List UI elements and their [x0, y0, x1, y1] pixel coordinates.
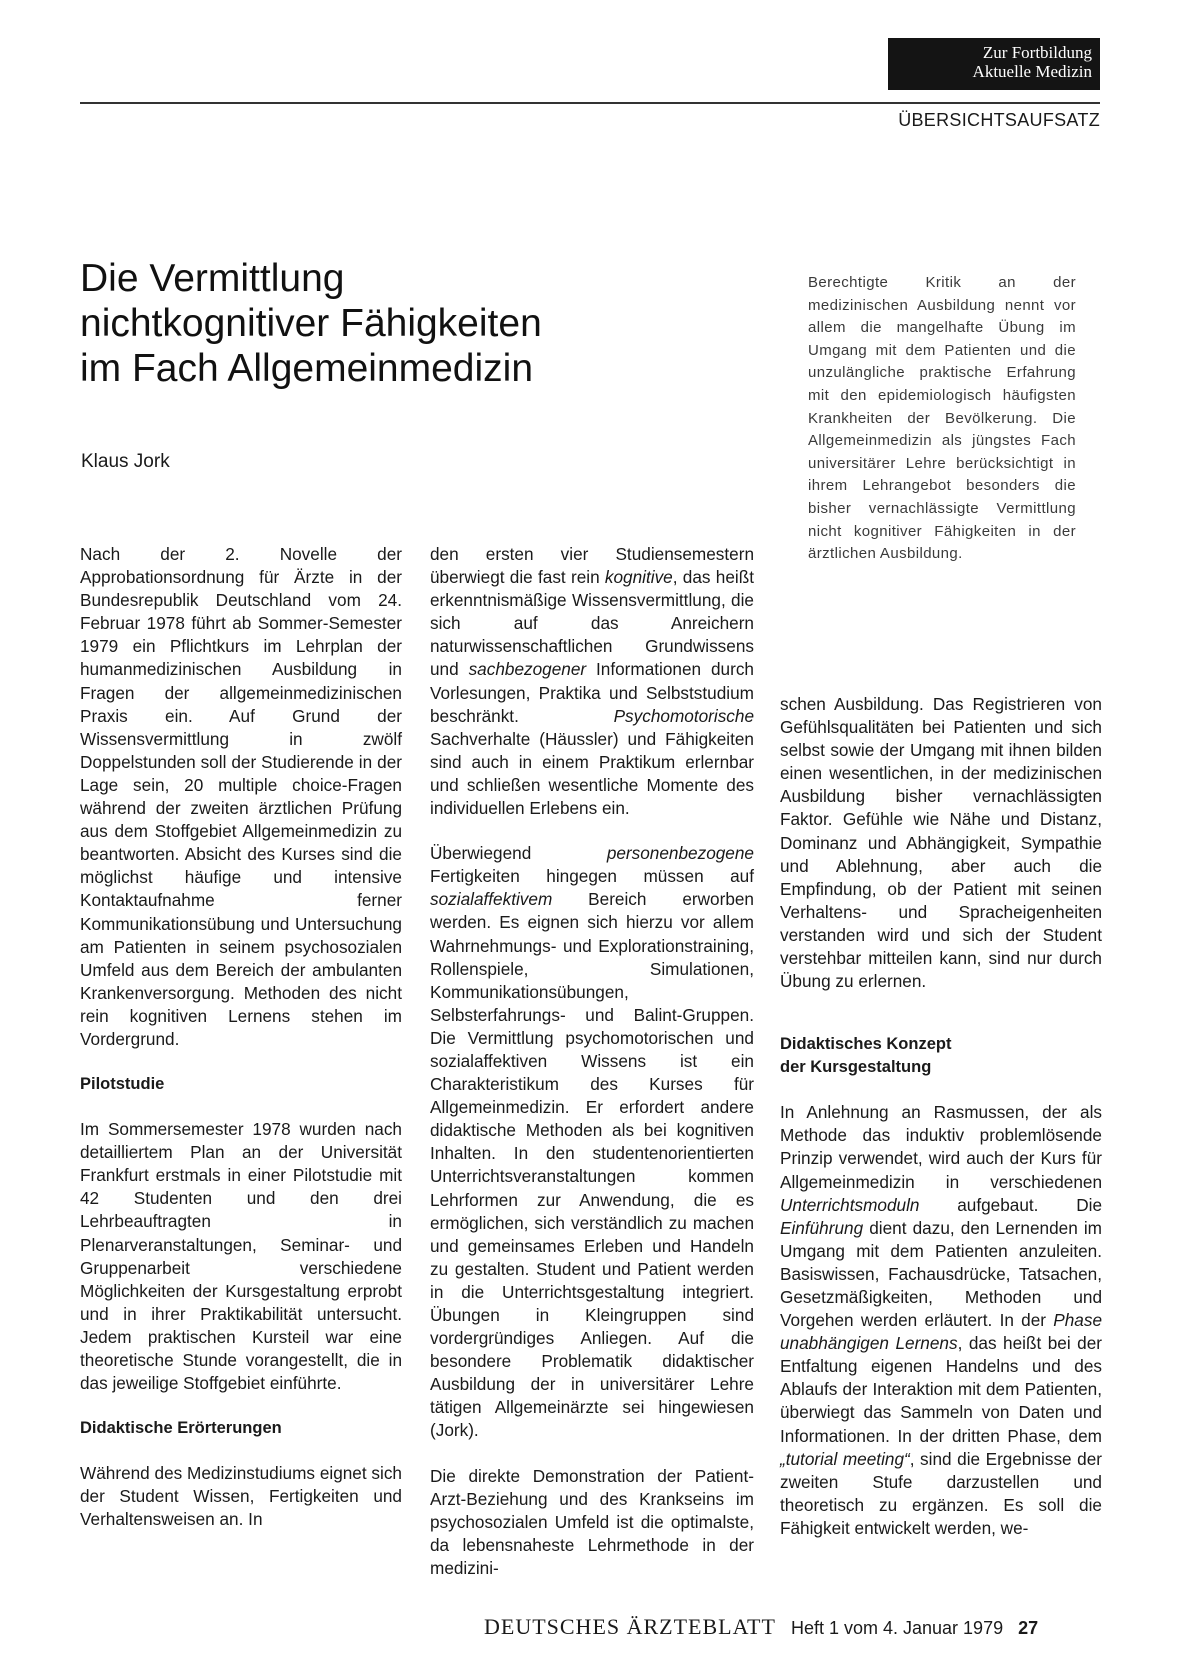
paragraph: Während des Medizinstudiums eignet sich der Student Wissen, Fertigkeiten und Verhaltensweisen an. In [80, 1463, 402, 1530]
emphasis: sachbezogener [468, 659, 587, 680]
title-line-3: im Fach Allgemeinmedizin [80, 347, 534, 390]
emphasis: sozialaffektivem [430, 889, 553, 910]
badge-line-2: Aktuelle Medizin [972, 62, 1092, 81]
section-heading: Pilotstudie [80, 1075, 165, 1094]
emphasis: „tutorial meeting“ [780, 1448, 910, 1469]
section-heading: Didaktische Erörterungen [80, 1419, 282, 1438]
title-line-2: nichtkognitiver Fähigkeiten [80, 302, 542, 345]
paragraph: In Anlehnung an Rasmussen, der als Methode das induktiv problemlösende Prinzip verwendet, wird auch der Kurs für Allgemeinmedizin in verschiedenen Unterrichtsmoduln aufgebaut. Die Einführung dient dazu, den Lernenden im Umgang mit dem Patienten anzuleiten. Basiswissen, Fachausdrücke, Tatsachen, Gesetzmäßigkeiten, Methoden und Vorgehen werden erläutert. In der Phase unabhängigen Lernens, das heißt bei der Entfaltung eigenen Handelns und des Ablaufs der Interaktion mit dem Patienten, überwiegt das Sammeln von Daten und Informationen. In der dritten Phase, dem „tutorial meeting“, sind die Ergebnisse der zweiten Stufe darzustellen und theoretisch zu ergänzen. Es soll die Fähigkeit entwickelt werden, we- [780, 1102, 1103, 1538]
badge-line-1: Zur Fortbildung [982, 43, 1092, 62]
page-number: 27 [1018, 1618, 1039, 1638]
column-2 [430, 543, 754, 1602]
header-rule [80, 102, 1100, 104]
page-footer [484, 1614, 1038, 1640]
paragraph: Im Sommersemester 1978 wurden nach detailliertem Plan an der Universität Frankfurt erstmals in einer Pilotstudie mit 42 Studenten und den drei Lehrbeauftragten in Plenarveranstaltungen, Seminar- und Gruppenarbeit verschiedene Möglichkeiten der Kursgestaltung erprobt und in ihrer Praktikabilität untersucht. Jedem praktischen Kursteil war eine theoretische Stunde vorangestellt, die in das jeweilige Stoffgebiet einführte. [80, 1119, 402, 1394]
emphasis: Psychomotorische [613, 705, 754, 726]
emphasis: Einführung [780, 1217, 864, 1238]
section-heading: Didaktisches Konzept der Kursgestaltung [780, 1035, 952, 1077]
paragraph: schen Ausbildung. Das Registrieren von Gefühlsqualitäten bei Patienten und sich selbst sowie der Umgang mit ihnen bilden einen wesentlichen, in der medizinischen Ausbildung bisher vernachlässigten Faktor. Gefühle wie Nähe und Distanz, Dominanz und Abhängigkeit, Sympathie und Ablehnung, aber auch die Empfindung, ob der Patient mit seinen Verhaltens- und Spracheigenheiten verstanden wird und sich der Student verstehbar mitteilen kann, sind nur durch Übung zu erlernen. [780, 694, 1102, 992]
paragraph: Überwiegend personenbezogene Fertigkeiten hingegen müssen auf sozialaffektivem Bereich erworben werden. Es eignen sich hierzu vor allem Wahrnehmungs- und Explorationstraining, Rollenspiele, Simulationen, Kommunikationsübungen, Selbsterfahrungs- und Balint-Gruppen. Die Vermittlung psychomotorischen und sozialaffektiven Wissens ist ein Charakteristikum des Kurses für Allgemeinmedizin. Er erfordert andere didaktische Methoden als bei kognitiven Inhalten. In den studentenorientierten Unterrichtsveranstaltungen kommen Lehrformen zur Anwendung, die es ermöglichen, sich verständlich zu machen und gemeinsames Erleben und Handeln zu gestalten. Student und Patient werden in die Unterrichtsgestaltung integriert. Übungen in Kleingruppen sind vordergründiges Anliegen. Auf die besondere Problematik didaktischer Ausbildung der in universitärer Lehre tätigen Allgemeinärzte sei hingewiesen (Jork). [430, 843, 754, 1441]
emphasis: Unterrichtsmoduln [780, 1194, 920, 1215]
author: Klaus Jork [81, 451, 170, 472]
paragraph: den ersten vier Studiensemestern überwiegt die fast rein kognitive, das heißt erkenntnismäßige Wissensvermittlung, die sich auf das Anreichern naturwissenschaftlichen Grundwissens und sachbezogener Informationen durch Vorlesungen, Praktika und Selbststudium beschränkt. Psychomotorische Sachverhalte (Häussler) und Fähigkeiten sind auch in einem Praktikum erlernbar und schließen wesentliche Momente des individuellen Erlebens ein. [430, 544, 754, 819]
title-line-1: Die Vermittlung [80, 257, 345, 300]
section-label: ÜBERSICHTSAUFSATZ [898, 110, 1100, 130]
emphasis: personenbezogene [606, 843, 754, 864]
paragraph: Nach der 2. Novelle der Approbationsordnung für Ärzte in der Bundesrepublik Deutschland vom 24. Februar 1978 führt ab Sommer-Semester 1979 ein Pflichtkurs im Lehrplan der humanmedizinischen Ausbildung in Fragen der allgemeinmedizinischen Praxis ein. Auf Grund der Wissensvermittlung in zwölf Doppelstunden soll der Studierende in der Lage sein, 20 multiple choice-Fragen während der zweiten ärztlichen Prüfung aus dem Stoffgebiet Allgemeinmedizin zu beantworten. Absicht des Kurses sind die möglichst häufige und intensive Kontaktaufnahme ferner Kommunikationsübung und Untersuchung am Patienten in seinem psychosozialen Umfeld aus dem Bereich der ambulanten Krankenversorgung. Methoden des nicht rein kognitiven Lernens stehen im Vordergrund. [80, 544, 402, 1049]
issue-info: Heft 1 vom 4. Januar 1979 [790, 1618, 1004, 1638]
emphasis: kognitive [604, 567, 673, 588]
abstract: Berechtigte Kritik an der medizinischen Ausbildung nennt vor allem die mangelhafte Übung im Umgang mit dem Patienten und die unzulängliche praktische Erfahrung mit den epidemiologisch häufigsten Krankheiten der Bevölkerung. Die Allgemeinmedizin als jüngstes Fach universitärer Lehre berücksichtigt in ihrem Lehrangebot besonders die bisher vernachlässigte Vermittlung nicht kognitiver Fähigkeiten in der ärztlichen Ausbildung. [808, 274, 1076, 563]
paragraph: Die direkte Demonstration der Patient-Arzt-Beziehung und des Krankseins im psychosozialen Umfeld ist die optimalste, da lebensnaheste Lehrmethode in der medizini- [430, 1465, 754, 1578]
article-title [80, 256, 542, 391]
column-1 [80, 543, 402, 1553]
magazine-name: DEUTSCHES ÄRZTEBLATT [484, 1614, 776, 1639]
section-badge [888, 38, 1100, 90]
column-3 [780, 693, 1102, 1562]
emphasis: Phase unabhängigen Lernens [780, 1310, 1102, 1354]
